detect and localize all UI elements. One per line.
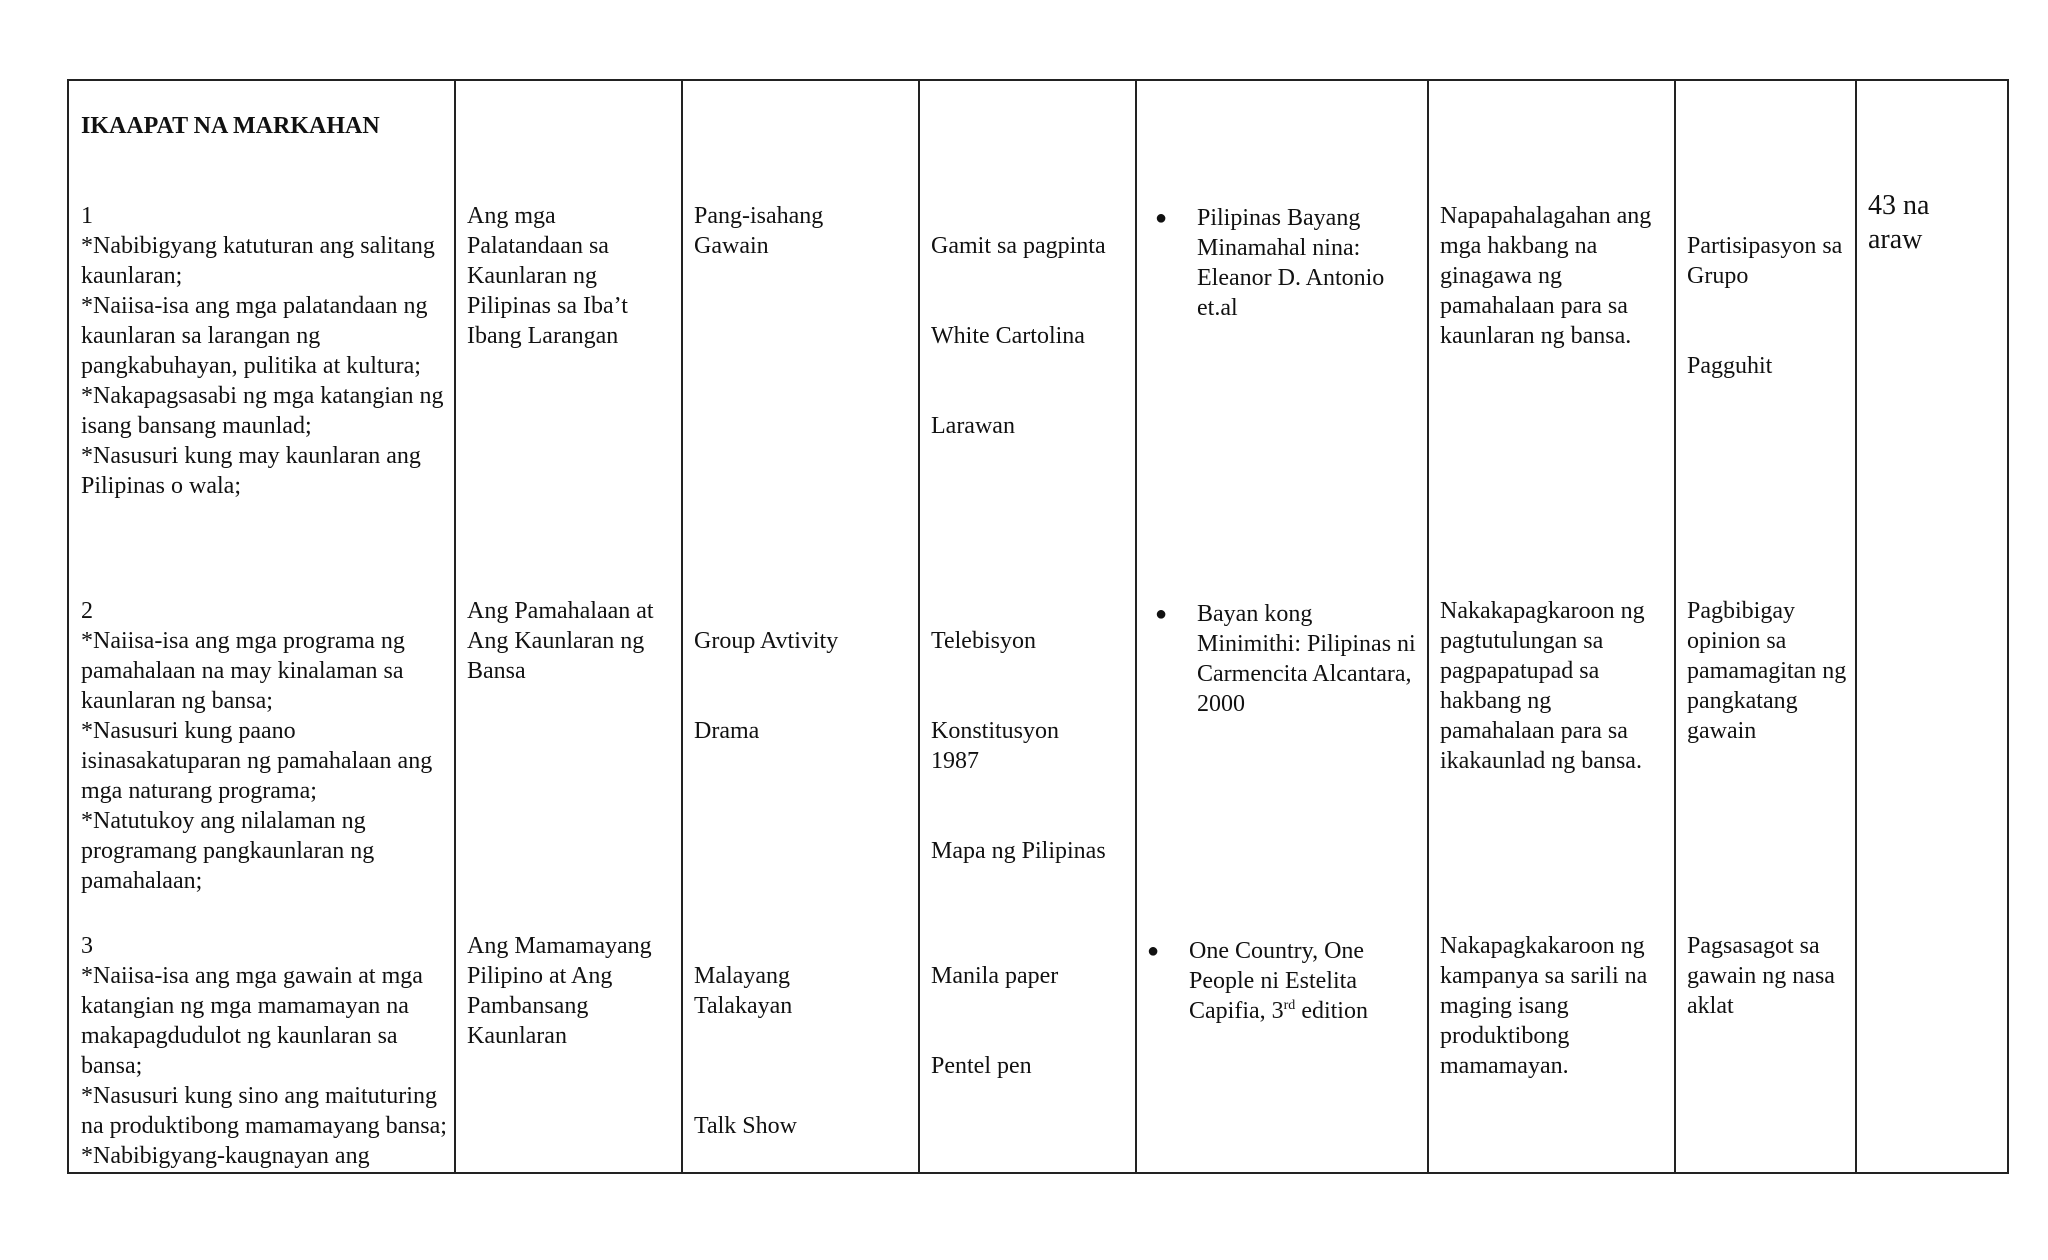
row-number: 2 xyxy=(81,598,93,624)
reference-row-3 xyxy=(1147,936,1421,1026)
material-item: Larawan xyxy=(931,413,1015,439)
curriculum-table xyxy=(67,79,2009,1174)
assessment-column xyxy=(1676,81,1857,1172)
activities-column xyxy=(683,81,920,1172)
assessment-item: Partisipasyon sa Grupo xyxy=(1687,233,1843,289)
bullet-icon: ● xyxy=(1155,603,1168,625)
materials-column xyxy=(920,81,1137,1172)
reference-text: One Country, One People ni Estelita Capifia, 3rd edition xyxy=(1189,938,1368,1024)
reference-row-2 xyxy=(1155,599,1421,719)
topic-column xyxy=(456,81,683,1172)
material-item: Gamit sa pagpinta xyxy=(931,233,1106,259)
material-item: White Cartolina xyxy=(931,323,1085,349)
references-column xyxy=(1137,81,1429,1172)
materials-row-1 xyxy=(931,201,1129,471)
activity-item: Group Avtivity xyxy=(694,628,839,654)
materials-row-3 xyxy=(931,931,1129,1111)
topic-row-3: Ang Mamamayang Pilipino at Ang Pambansang Kaunlaran xyxy=(467,933,652,1049)
objectives-row-3 xyxy=(81,901,449,1201)
assessment-row-1 xyxy=(1687,201,1849,411)
duration-text: 43 na araw xyxy=(1868,190,1930,255)
assessment-row-2: Pagbibigay opinion sa pamamagitan ng pangkatang gawain xyxy=(1687,598,1847,744)
values-row-2: Nakakapagkaroon ng pagtutulungan sa pagpapatupad sa hakbang ng pamahalaan para sa ikakaunlad ng bansa. xyxy=(1440,598,1645,774)
activity-row-2 xyxy=(694,596,912,776)
row-number: 1 xyxy=(81,203,93,229)
material-item: Konstitusyon 1987 xyxy=(931,718,1060,774)
assessment-item: Pagguhit xyxy=(1687,353,1773,379)
objectives-text: *Naiisa-isa ang mga programa ng pamahalaan na may kinalaman sa kaunlaran ng bansa; *Nasusuri kung paano isinasakatuparan ng pamahalaan ang mga naturang programa; *Natutukoy ang nilalaman ng programang pangkaunlaran ng pamahalaan; xyxy=(81,628,433,894)
material-item: Telebisyon xyxy=(931,628,1036,654)
reference-text: Bayan kong Minimithi: Pilipinas ni Carmencita Alcantara, 2000 xyxy=(1197,601,1416,717)
quarter-heading: IKAAPAT NA MARKAHAN xyxy=(81,113,380,139)
reference-row-1 xyxy=(1155,203,1421,323)
objectives-row-1 xyxy=(81,171,449,531)
activity-item: Drama xyxy=(694,718,760,744)
values-row-3: Nakapagkakaroon ng kampanya sa sarili na maging isang produktibong mamamayan. xyxy=(1440,933,1648,1079)
objectives-row-2 xyxy=(81,566,449,926)
bullet-icon: ● xyxy=(1155,207,1168,229)
activity-row-3 xyxy=(694,931,912,1171)
material-item: Mapa ng Pilipinas xyxy=(931,838,1106,864)
assessment-row-3: Pagsasagot sa gawain ng nasa aklat xyxy=(1687,933,1835,1019)
objectives-column xyxy=(69,81,456,1172)
activity-row-1: Pang-isahang Gawain xyxy=(694,203,824,259)
superscript-rd: rd xyxy=(1283,998,1296,1013)
objectives-text: *Naiisa-isa ang mga gawain at mga katangian ng mga mamamayan na makapagdudulot ng kaunlaran sa bansa; *Nasusuri kung sino ang maituturing na produktibong mamamayang bansa; *Nabibigyang-kaugnayan ang xyxy=(81,963,447,1169)
topic-row-1: Ang mga Palatandaan sa Kaunlaran ng Pilipinas sa Iba’t Ibang Larangan xyxy=(467,203,628,349)
duration-column xyxy=(1857,81,2011,1172)
activity-item: Talk Show xyxy=(694,1113,797,1139)
row-number: 3 xyxy=(81,933,93,959)
material-item: Manila paper xyxy=(931,963,1059,989)
activity-item: Malayang Talakayan xyxy=(694,963,793,1019)
material-item: Pentel pen xyxy=(931,1053,1032,1079)
topic-row-2: Ang Pamahalaan at Ang Kaunlaran ng Bansa xyxy=(467,598,654,684)
reference-text: Pilipinas Bayang Minamahal nina: Eleanor D. Antonio et.al xyxy=(1197,205,1385,321)
values-column xyxy=(1429,81,1676,1172)
values-row-1: Napapahalagahan ang mga hakbang na ginagawa ng pamahalaan para sa kaunlaran ng bansa. xyxy=(1440,203,1652,349)
materials-row-2 xyxy=(931,596,1129,896)
objectives-text: *Nabibigyang katuturan ang salitang kaunlaran; *Naiisa-isa ang mga palatandaan ng kaunlaran sa larangan ng pangkabuhayan, pulitika at kultura; *Nakapagsasabi ng mga katangian ng isang bansang maunlad; *Nasusuri kung may kaunlaran ang Pilipinas o wala; xyxy=(81,233,444,499)
bullet-icon: ● xyxy=(1147,940,1160,962)
